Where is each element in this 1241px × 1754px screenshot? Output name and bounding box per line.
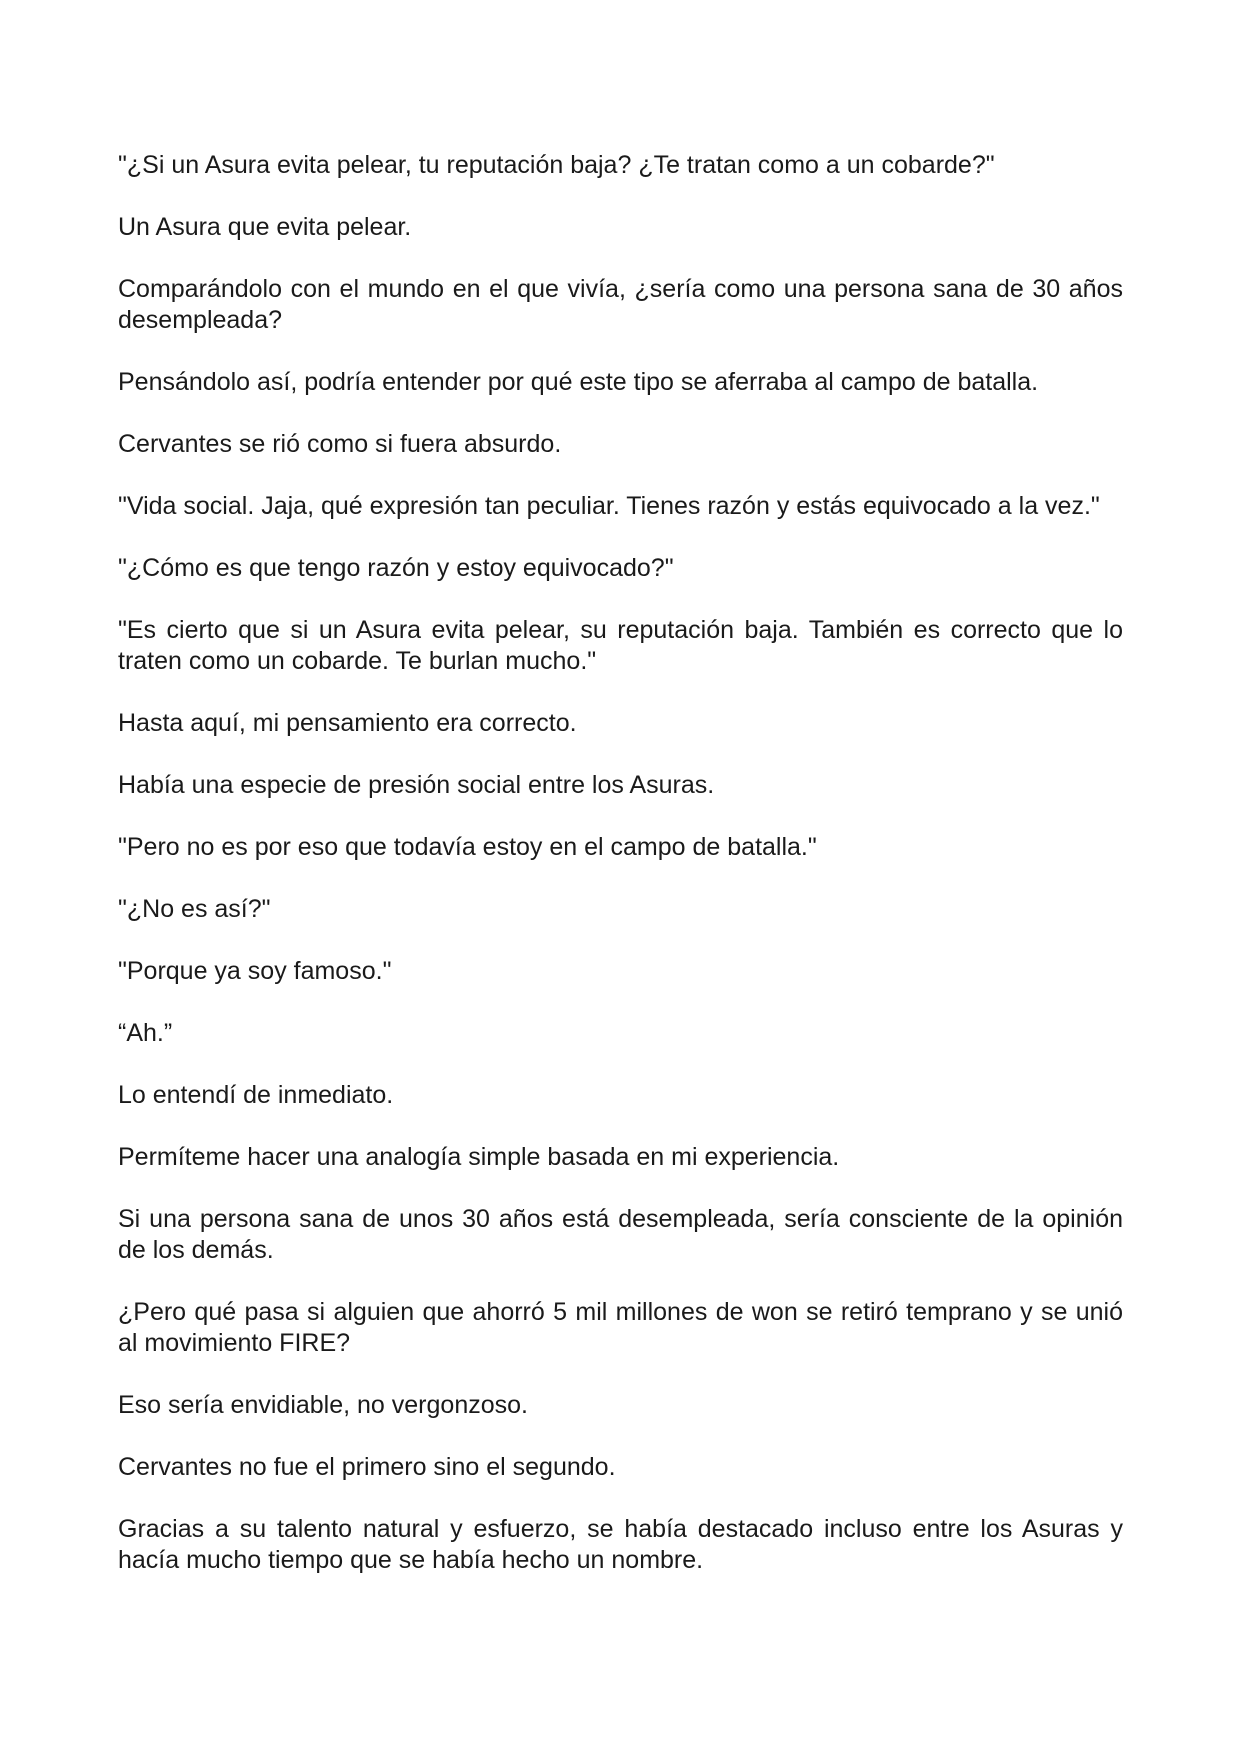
paragraph: "Es cierto que si un Asura evita pelear, su reputación baja. También es correcto que lo traten como un cobarde. Te burlan mucho." (118, 616, 1123, 675)
paragraph: Si una persona sana de unos 30 años está desempleada, sería consciente de la opinión de los demás. (118, 1205, 1123, 1264)
paragraph: Pensándolo así, podría entender por qué este tipo se aferraba al campo de batalla. (118, 368, 1039, 396)
paragraph: Había una especie de presión social entre los Asuras. (118, 771, 715, 799)
paragraph: Lo entendí de inmediato. (118, 1081, 394, 1109)
paragraph: “Ah.” (118, 1019, 173, 1047)
paragraph: Eso sería envidiable, no vergonzoso. (118, 1391, 528, 1419)
paragraph: Gracias a su talento natural y esfuerzo, se había destacado incluso entre los Asuras y hacía mucho tiempo que se había hecho un nombre. (118, 1515, 1123, 1574)
paragraph: Cervantes se rió como si fuera absurdo. (118, 430, 562, 458)
paragraph: ¿Pero qué pasa si alguien que ahorró 5 mil millones de won se retiró temprano y se unió al movimiento FIRE? (118, 1298, 1123, 1357)
paragraph: Permíteme hacer una analogía simple basada en mi experiencia. (118, 1143, 840, 1171)
paragraph: Cervantes no fue el primero sino el segundo. (118, 1453, 616, 1481)
paragraph: "¿Cómo es que tengo razón y estoy equivocado?" (118, 554, 674, 582)
paragraph: "Porque ya soy famoso." (118, 957, 392, 985)
paragraph: "¿Si un Asura evita pelear, tu reputación baja? ¿Te tratan como a un cobarde?" (118, 151, 995, 179)
document-body (118, 150, 1123, 1576)
paragraph: "¿No es así?" (118, 895, 271, 923)
paragraph: Comparándolo con el mundo en el que vivía, ¿sería como una persona sana de 30 años desempleada? (118, 275, 1123, 334)
paragraph: "Pero no es por eso que todavía estoy en el campo de batalla." (118, 833, 817, 861)
paragraph: Hasta aquí, mi pensamiento era correcto. (118, 709, 577, 737)
paragraph: "Vida social. Jaja, qué expresión tan peculiar. Tienes razón y estás equivocado a la vez." (118, 492, 1100, 520)
paragraph: Un Asura que evita pelear. (118, 213, 412, 241)
